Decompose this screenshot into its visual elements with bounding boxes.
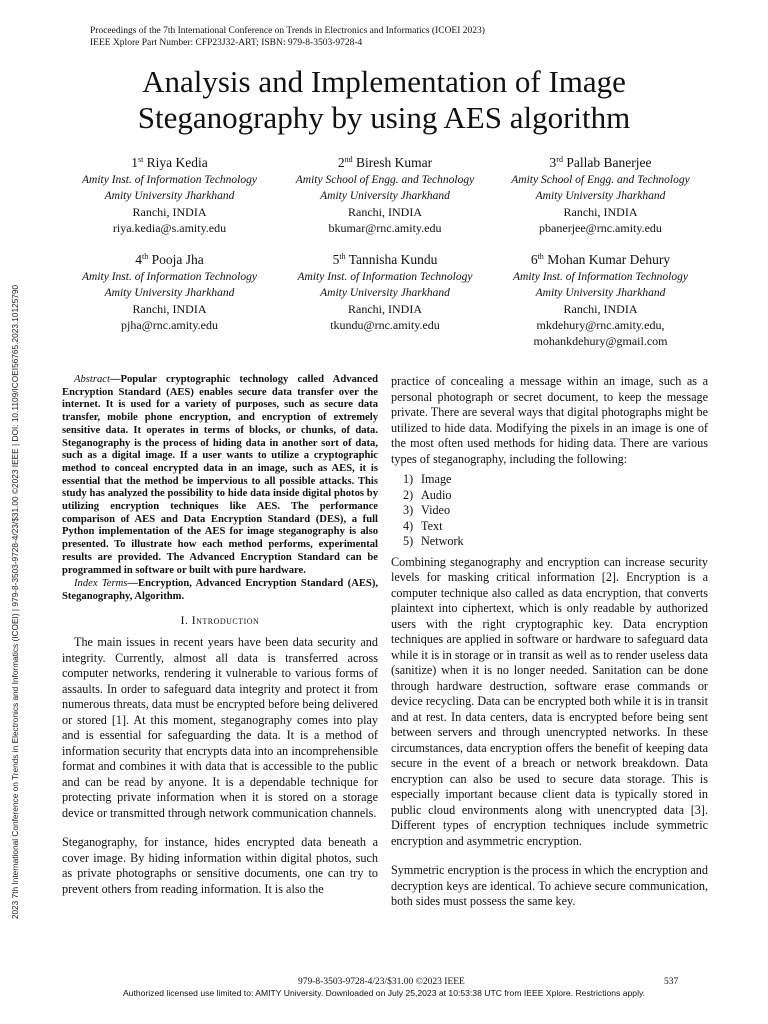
author-university: Amity University Jharkhand xyxy=(535,190,666,202)
conference-line-1: Proceedings of the 7th International Conference on Trends in Electronics and Informatics (ICOEI 2023) xyxy=(90,26,485,36)
author-block xyxy=(62,251,277,349)
left-column xyxy=(62,374,378,897)
intro-paragraph-2: Steganography, for instance, hides encrypted data beneath a cover image. By hiding information within digital photos, such as private photographs or sensitive documents, one can try to prevent others from reading information. It is also the xyxy=(62,835,378,896)
author-name: 5th Tannisha Kundu xyxy=(332,252,438,267)
license-notice: Authorized licensed use limited to: AMITY University. Downloaded on July 25,2023 at 10:53:38 UTC from IEEE Xplore. Restrictions apply. xyxy=(122,988,646,998)
author-affiliation: Amity School of Engg. and Technology xyxy=(295,174,475,186)
author-affiliation: Amity Inst. of Information Technology xyxy=(297,271,473,283)
right-paragraph-3: Symmetric encryption is the process in which the encryption and decryption keys are identical. To achieve secure communication, both sides must possess the same key. xyxy=(391,863,708,908)
list-item: 4) Text xyxy=(403,518,443,533)
author-university: Amity University Jharkhand xyxy=(104,190,235,202)
author-city: Ranchi, INDIA xyxy=(348,205,422,219)
abstract-label: Abstract xyxy=(74,374,110,385)
author-city: Ranchi, INDIA xyxy=(563,205,638,219)
section-heading: I. Introduction xyxy=(180,614,260,627)
list-item: 3) Video xyxy=(403,503,451,517)
author-email[interactable]: riya.kedia@s.amity.edu xyxy=(112,221,227,235)
author-block xyxy=(278,154,493,236)
abstract xyxy=(62,374,378,577)
list-item: 2) Audio xyxy=(403,487,452,502)
author-row-2 xyxy=(62,251,708,349)
author-name: 2nd Biresh Kumar xyxy=(337,155,433,170)
author-affiliation: Amity School of Engg. and Technology xyxy=(511,174,690,186)
author-block xyxy=(493,154,708,236)
author-city: Ranchi, INDIA xyxy=(563,302,638,316)
author-university: Amity University Jharkhand xyxy=(320,287,450,299)
index-terms-text: —Encryption, Advanced Encryption Standard (AES), Steganography, Algorithm. xyxy=(62,578,378,602)
page-number: 537 xyxy=(664,977,679,987)
author-block xyxy=(493,251,708,349)
author-email[interactable]: pbanerjee@rnc.amity.edu xyxy=(539,221,662,235)
author-email-secondary[interactable]: mohankdehury@gmail.com xyxy=(533,334,668,348)
steganography-types-list xyxy=(391,472,708,550)
list-item: 5) Network xyxy=(403,534,464,548)
abstract-text: —Popular cryptographic technology called Advanced Encryption Standard (AES) enables secure data transfer over the internet. It is used for a variety of purposes, such as secure data transfer, mobile phone encryption, and encryption of extremely sensitive data. It operates in terms of blocks, or chunks, of data. Steganography is the process of hiding data in another sort of data, such as a digital image. If a user wants to utilize a cryptographic method to conceal encrypted data in an image, such as AES, it is essential that the method be impervious to all possible attacks. This study has analyzed the possibility to hide data inside digital photos by utilizing encryption techniques like AES. The performance comparison of AES and Data Encryption Standard (DES), a full Python implementation of the AES for image steganography is also presented. To illustrate how each method performs, experimental results are provided. The Advanced Encryption Standard can be programmed in software or built with pure hardware. xyxy=(62,374,378,576)
author-name: 6th Mohan Kumar Dehury xyxy=(530,252,671,267)
author-email[interactable]: tkundu@rnc.amity.edu xyxy=(330,318,440,332)
author-affiliation: Amity Inst. of Information Technology xyxy=(82,271,257,283)
intro-paragraph-1: The main issues in recent years have been data security and integrity. Currently, almost all data is transferred across computer networks, rendering it vulnerable to various forms of assaults. In order to safeguard data integrity and protect it from numerous threats, data must be encrypted before being delivered or stored [1]. At this moment, steganography comes into play and is essential for safeguarding the data. It is a method of information security that encrypts data into an incomprehensible format and combines it with data that is accessible to the public and can be read by anyone. It is a dependable technique for protecting private information when it is stored on a storage device or transmitted through network communication channels. xyxy=(62,635,378,820)
author-email[interactable]: pjha@rnc.amity.edu xyxy=(121,318,218,332)
title-line-1: Analysis and Implementation of Image xyxy=(142,64,626,99)
copyright-line: 979-8-3503-9728-4/23/$31.00 ©2023 IEEE xyxy=(298,977,465,987)
conference-header xyxy=(90,25,485,49)
author-block xyxy=(62,154,277,236)
author-university: Amity University Jharkhand xyxy=(104,287,235,299)
author-name: 1st Riya Kedia xyxy=(131,155,208,170)
author-email[interactable]: mkdehury@rnc.amity.edu, xyxy=(536,318,665,332)
side-doi-identifier: 2023 7th International Conference on Trends in Electronics and Informatics (ICOEI) | 979-8-3503-9728-4/23/$31.00 ©2023 IEEE | DOI: 10.1109/ICOEI56765.2023.10125790 xyxy=(10,284,20,920)
right-paragraph-2: Combining steganography and encryption can increase security levels for masking critical information [2]. Encryption is a computer technique also called as data encryption, that converts plaintext into ciphertext, which is only readable by authorized users with the right cryptographic key. Data encryption techniques are applied in software or hardware to safeguard data while it is in storage or in transit as well as to render useless data (sanitize) when it is no longer needed. Sanitation can be done through hardware destruction, software erase commands or device recycling. Data can be encrypted both while it is in transit and at rest. In data centers, data is encrypted before being sent between servers and through unencrypted networks. In these circumstances, data encryption offers the benefit of keeping data secure in the event of a breach or network breakdown. Data encryption can also be used to secure data storage. This is especially important because client data is typically stored in public cloud environments along with unencrypted data [3]. Different types of encryption techniques include symmetric encryption and asymmetric encryption. xyxy=(391,554,708,848)
index-terms xyxy=(62,578,378,603)
author-city: Ranchi, INDIA xyxy=(348,302,422,316)
author-email[interactable]: bkumar@rnc.amity.edu xyxy=(328,221,442,235)
list-item: 1) Image xyxy=(403,472,452,486)
author-university: Amity University Jharkhand xyxy=(535,287,666,299)
author-city: Ranchi, INDIA xyxy=(132,205,207,219)
author-name: 4th Pooja Jha xyxy=(135,252,204,267)
title-line-2: Steganography by using AES algorithm xyxy=(137,100,631,135)
conference-line-2: IEEE Xplore Part Number: CFP23J32-ART; ISBN: 979-8-3503-9728-4 xyxy=(90,38,363,48)
author-block xyxy=(278,251,493,349)
author-row-1 xyxy=(62,154,708,236)
author-university: Amity University Jharkhand xyxy=(320,190,450,202)
author-city: Ranchi, INDIA xyxy=(132,302,207,316)
right-column xyxy=(391,374,708,910)
author-affiliation: Amity Inst. of Information Technology xyxy=(513,271,688,283)
author-name: 3rd Pallab Banerjee xyxy=(549,155,652,170)
right-paragraph-1: practice of concealing a message within an image, such as a personal photograph or secret document, to keep the message private. There are several ways that digital photographs might be utilized to hide data. Modifying the pixels in an image is one of the most often used methods for hiding data. There are various types of steganography, including the following: xyxy=(391,374,708,466)
index-terms-label: Index Terms xyxy=(74,578,128,590)
paper-title xyxy=(0,64,768,136)
author-affiliation: Amity Inst. of Information Technology xyxy=(82,174,257,186)
